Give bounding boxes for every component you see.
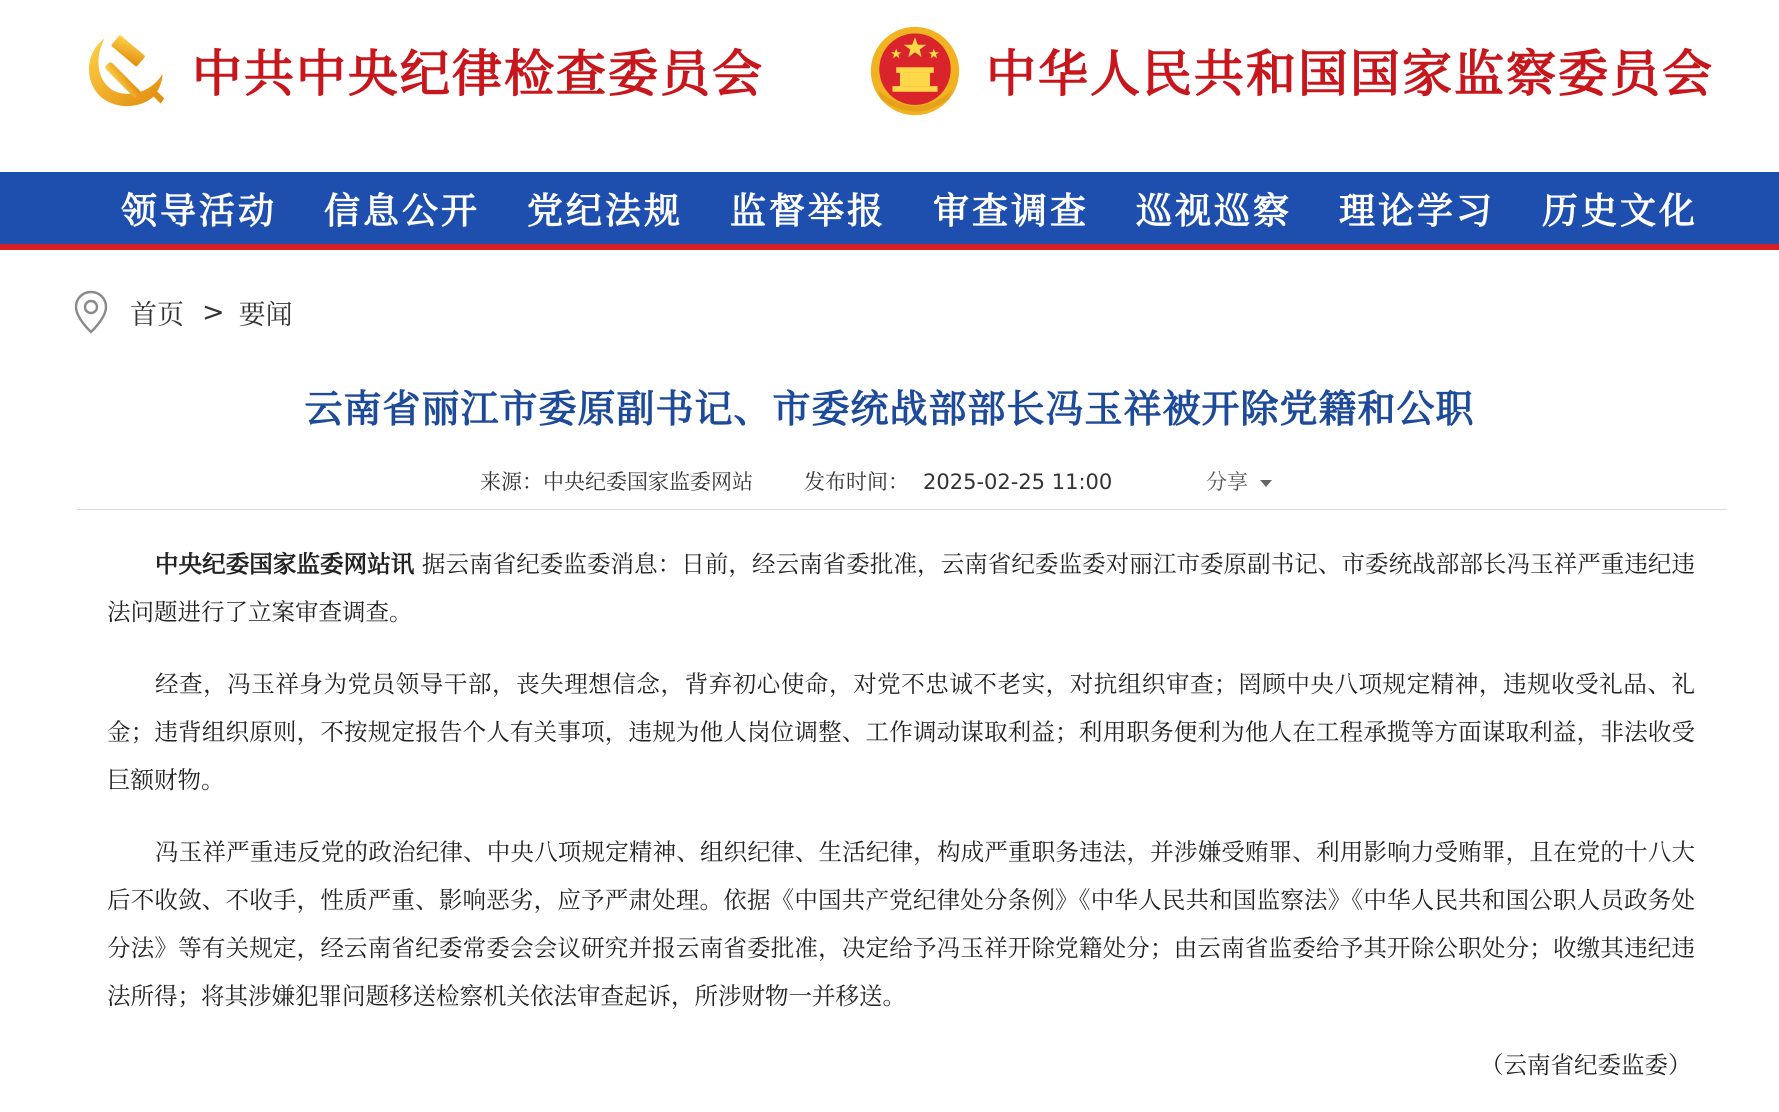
- site-header: [0, 0, 1779, 172]
- nav-item-inspection[interactable]: 巡视巡察: [1136, 189, 1293, 232]
- breadcrumb: [74, 290, 293, 334]
- share-label: 分享: [1206, 470, 1248, 494]
- article-source: 来源：中央纪委国家监委网站: [480, 470, 753, 494]
- ccdi-brand-text: 中共中央纪律检查委员会: [192, 44, 764, 103]
- breadcrumb-separator: >: [202, 296, 225, 328]
- breadcrumb-home[interactable]: 首页: [130, 299, 184, 331]
- nav-item-leadership[interactable]: 领导活动: [121, 189, 278, 232]
- nav-item-history-culture[interactable]: 历史文化: [1542, 189, 1699, 232]
- breadcrumb-current[interactable]: 要闻: [238, 299, 293, 331]
- nav-item-supervision-report[interactable]: 监督举报: [730, 189, 887, 232]
- article-paragraph-1: 据云南省纪委监委消息：日前，经云南省委批准，云南省纪委监委对丽江市委原副书记、市委统战部部长冯玉祥严重违纪违法问题进行了立案审查调查。: [107, 550, 1696, 626]
- article-lead: 中央纪委国家监委网站讯: [155, 550, 415, 578]
- nsc-brand-text: 中华人民共和国国家监察委员会: [986, 44, 1714, 103]
- main-nav: [0, 172, 1779, 250]
- location-pin-icon: [74, 290, 108, 334]
- article-paragraph-3: 冯玉祥严重违反党的政治纪律、中央八项规定精神、组织纪律、生活纪律，构成严重职务违法，并涉嫌受贿罪、利用影响力受贿罪，且在党的十八大后不收敛、不收手，性质严重、影响恶劣，应予严肃处理。依据《中国共产党纪律处分条例》《中华人民共和国监察法》《中华人民共和国公职人员政务处分法》等有关规定，经云南省纪委常委会会议研究并报云南省委批准，决定给予冯玉祥开除党籍处分；由云南省监委给予其开除公职处分；收缴其违纪违法所得；将其涉嫌犯罪问题移送检察机关依法审查起诉，所涉财物一并移送。: [107, 838, 1695, 1010]
- article-time-value: 2025-02-25 11:00: [923, 470, 1113, 494]
- article-time-label: 发布时间：: [804, 470, 909, 494]
- article-time: [804, 466, 1112, 496]
- article-signature: （云南省纪委监委）: [1480, 1051, 1692, 1079]
- article-body: [107, 540, 1695, 1044]
- caret-down-icon: [1255, 470, 1273, 494]
- nav-item-party-rules[interactable]: 党纪法规: [527, 189, 684, 232]
- meta-divider: [77, 509, 1727, 510]
- nav-item-info-disclosure[interactable]: 信息公开: [324, 189, 481, 232]
- nav-item-investigation[interactable]: 审查调查: [933, 189, 1090, 232]
- article-paragraph-2: 经查，冯玉祥身为党员领导干部，丧失理想信念，背弃初心使命，对党不忠诚不老实，对抗组织审查；罔顾中央八项规定精神，违规收受礼品、礼金；违背组织原则，不按规定报告个人有关事项，违规为他人岗位调整、工作调动谋取利益；利用职务便利为他人在工程承揽等方面谋取利益，非法收受巨额财物。: [107, 670, 1695, 794]
- national-emblem-icon: [868, 24, 962, 124]
- article-paragraph: [107, 540, 1695, 636]
- party-emblem-icon: [78, 28, 166, 120]
- nav-item-theory-study[interactable]: 理论学习: [1339, 189, 1496, 232]
- ccdi-brand[interactable]: [78, 28, 764, 120]
- share-button[interactable]: [1206, 466, 1273, 496]
- nsc-brand[interactable]: [868, 24, 1714, 124]
- article-title: 云南省丽江市委原副书记、市委统战部部长冯玉祥被开除党籍和公职: [304, 387, 1475, 431]
